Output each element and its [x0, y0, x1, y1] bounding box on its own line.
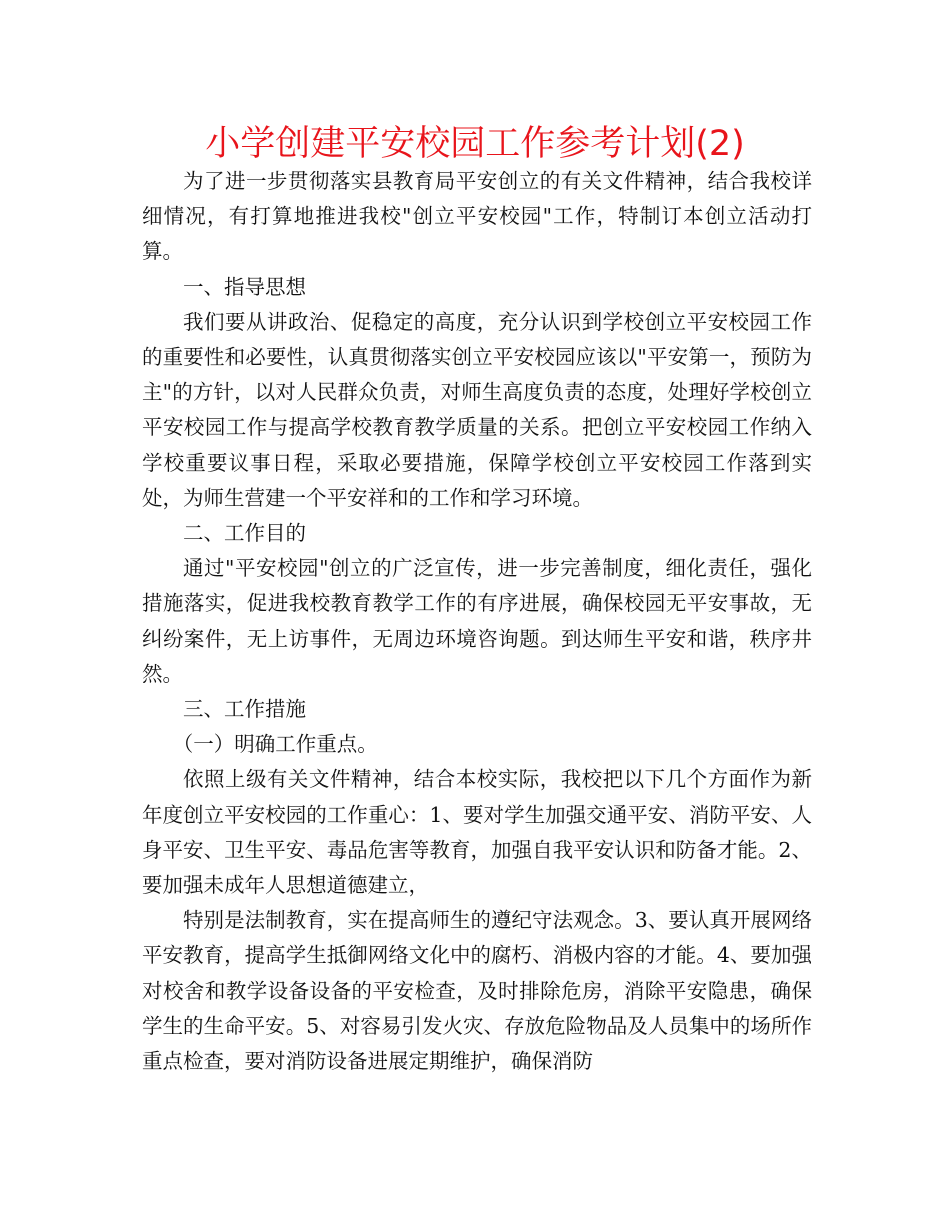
- paragraph-guiding-ideology: 我们要从讲政治、促稳定的高度，充分认识到学校创立平安校园工作的重要性和必要性，认真贯彻落实创立平安校园应该以"平安第一，预防为主"的方针，以对人民群众负责，对师生高度负责的态度，处理好学校创立平安校园工作与提高学校教育教学质量的关系。把创立平安校园工作纳入学校重要议事日程，采取必要措施，保障学校创立平安校园工作落到实处，为师生营建一个平安祥和的工作和学习环境。: [142, 309, 812, 510]
- subsection-heading-key-points: （一）明确工作重点。: [172, 732, 378, 757]
- section-heading-work-measures: 三、工作措施: [183, 697, 306, 722]
- document-title: 小学创建平安校园工作参考计划(2): [205, 124, 745, 164]
- section-heading-guiding-ideology: 一、指导思想: [183, 274, 306, 299]
- paragraph-legal-education: 特别是法制教育，实在提高师生的遵纪守法观念。3、要认真开展网络平安教育，提高学生抵御网络文化中的腐朽、消极内容的才能。4、要加强对校舍和教学设备设备的平安检查，及时排除危房，消除平安隐患，确保学生的生命平安。5、对容易引发火灾、存放危险物品及人员集中的场所作重点检查，要对消防设备进展定期维护，确保消防: [142, 908, 812, 1074]
- paragraph-intro: 为了进一步贯彻落实县教育局平安创立的有关文件精神，结合我校详细情况，有打算地推进我校"创立平安校园"工作，特制订本创立活动打算。: [142, 169, 812, 264]
- paragraph-key-points: 依照上级有关文件精神，结合本校实际，我校把以下几个方面作为新年度创立平安校园的工作重心：1、要对学生加强交通平安、消防平安、人身平安、卫生平安、毒品危害等教育，加强自我平安认识和防备才能。2、要加强未成年人思想道德建立，: [142, 767, 812, 898]
- section-heading-work-goals: 二、工作目的: [183, 521, 306, 546]
- paragraph-work-goals: 通过"平安校园"创立的广泛宣传，进一步完善制度，细化责任，强化措施落实，促进我校教育教学工作的有序进展，确保校园无平安事故，无纠纷案件，无上访事件，无周边环境咨询题。到达师生平安和谐，秩序井然。: [142, 556, 812, 686]
- document-body: [142, 164, 812, 1079]
